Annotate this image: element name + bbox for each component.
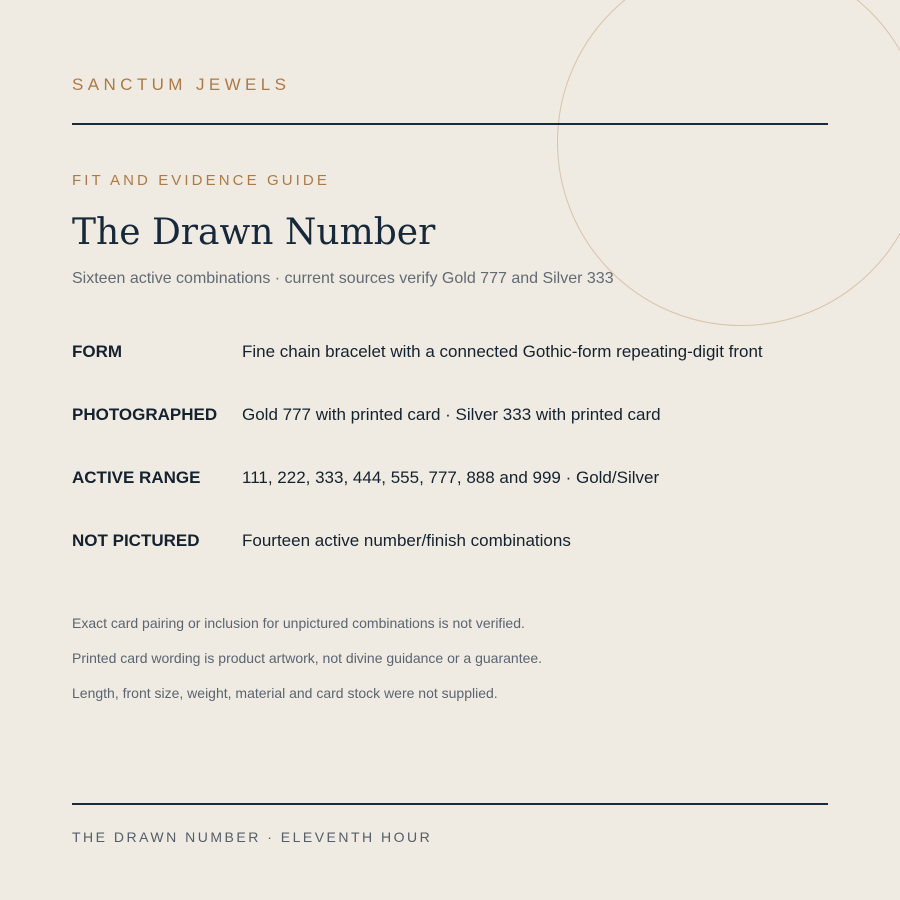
spec-label: ACTIVE RANGE	[72, 468, 201, 487]
note-card-pairing: Exact card pairing or inclusion for unpictured combinations is not verified.	[72, 615, 525, 631]
spec-value: 111, 222, 333, 444, 555, 777, 888 and 999 · Gold/Silver	[242, 468, 660, 487]
spec-row-photographed	[72, 404, 828, 426]
spec-value: Gold 777 with printed card · Silver 333 with printed card	[242, 405, 661, 424]
footer-divider	[72, 803, 828, 805]
page-title: The Drawn Number	[72, 212, 436, 253]
note-card-wording: Printed card wording is product artwork, not divine guidance or a guarantee.	[72, 650, 543, 666]
brand-name: SANCTUM JEWELS	[72, 75, 291, 94]
footer-text: THE DRAWN NUMBER · ELEVENTH HOUR	[72, 829, 433, 845]
spec-label: PHOTOGRAPHED	[72, 405, 218, 424]
spec-row-not-pictured	[72, 530, 828, 552]
header-divider	[72, 123, 828, 125]
section-kicker: FIT AND EVIDENCE GUIDE	[72, 172, 330, 189]
spec-value: Fourteen active number/finish combinations	[242, 531, 571, 550]
spec-row-active-range	[72, 467, 828, 489]
spec-value: Fine chain bracelet with a connected Gothic-form repeating-digit front	[242, 342, 763, 361]
spec-label: NOT PICTURED	[72, 531, 200, 550]
note-missing-specs: Length, front size, weight, material and card stock were not supplied.	[72, 685, 498, 701]
page-subtitle: Sixteen active combinations · current sources verify Gold 777 and Silver 333	[72, 270, 614, 287]
spec-row-form	[72, 341, 828, 363]
spec-label: FORM	[72, 342, 123, 361]
